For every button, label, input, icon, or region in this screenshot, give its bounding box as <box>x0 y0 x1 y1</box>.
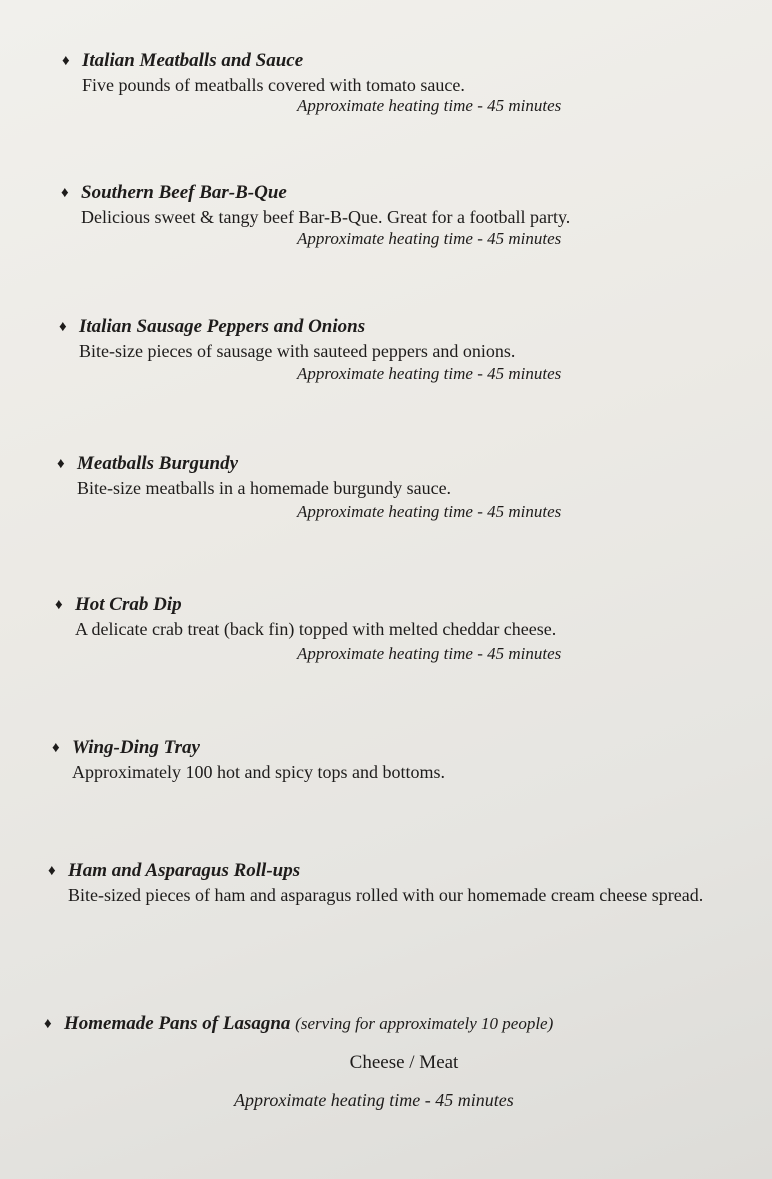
item-title: Ham and Asparagus Roll-ups <box>68 860 301 881</box>
item-title-row <box>52 737 445 759</box>
item-description: Approximately 100 hot and spicy tops and bottoms. <box>72 762 445 782</box>
diamond-bullet-icon: ♦ <box>57 456 65 472</box>
item-title-row <box>62 50 465 72</box>
lasagna-options: Cheese / Meat <box>349 1052 459 1073</box>
item-title-row <box>44 1013 553 1035</box>
item-description: Five pounds of meatballs covered with tomato sauce. <box>82 75 465 95</box>
diamond-bullet-icon: ♦ <box>52 740 60 756</box>
item-title-row <box>61 182 570 204</box>
item-description: Delicious sweet & tangy beef Bar-B-Que. Great for a football party. <box>81 207 571 227</box>
diamond-bullet-icon: ♦ <box>55 597 63 613</box>
heating-time: Approximate heating time - 45 minutes <box>297 229 562 248</box>
diamond-bullet-icon: ♦ <box>62 53 70 69</box>
menu-item <box>57 453 451 502</box>
item-description: Bite-sized pieces of ham and asparagus rolled with our homemade cream cheese spread. <box>68 885 704 905</box>
item-title: Italian Meatballs and Sauce <box>82 50 304 71</box>
item-description: A delicate crab treat (back fin) topped with melted cheddar cheese. <box>75 619 557 639</box>
item-title: Meatballs Burgundy <box>77 453 239 474</box>
diamond-bullet-icon: ♦ <box>61 185 69 201</box>
item-title-row <box>48 860 758 882</box>
heating-time: Approximate heating time - 45 minutes <box>234 1090 514 1110</box>
item-title: Southern Beef Bar-B-Que <box>81 182 287 203</box>
menu-item <box>61 182 570 231</box>
heating-time: Approximate heating time - 45 minutes <box>297 364 562 383</box>
item-title-row <box>59 316 515 338</box>
menu-item <box>44 1013 553 1035</box>
item-description: Bite-size meatballs in a homemade burgundy sauce. <box>77 478 452 498</box>
item-title: Hot Crab Dip <box>75 594 182 615</box>
menu-item <box>59 316 515 365</box>
heating-time: Approximate heating time - 45 minutes <box>297 502 562 521</box>
item-title: Homemade Pans of Lasagna <box>64 1013 291 1034</box>
item-serving-note: (serving for approximately 10 people) <box>295 1014 554 1033</box>
menu-item <box>48 860 758 909</box>
menu-item <box>55 594 556 643</box>
item-description: Bite-size pieces of sausage with sauteed peppers and onions. <box>79 341 516 361</box>
item-title-row <box>57 453 451 475</box>
heating-time: Approximate heating time - 45 minutes <box>297 96 562 115</box>
item-title: Wing-Ding Tray <box>72 737 200 758</box>
heating-time: Approximate heating time - 45 minutes <box>297 644 562 663</box>
item-title: Italian Sausage Peppers and Onions <box>79 316 366 337</box>
diamond-bullet-icon: ♦ <box>44 1016 52 1032</box>
item-title-row <box>55 594 556 616</box>
diamond-bullet-icon: ♦ <box>48 863 56 879</box>
menu-item <box>62 50 465 99</box>
menu-item <box>52 737 445 786</box>
diamond-bullet-icon: ♦ <box>59 319 67 335</box>
